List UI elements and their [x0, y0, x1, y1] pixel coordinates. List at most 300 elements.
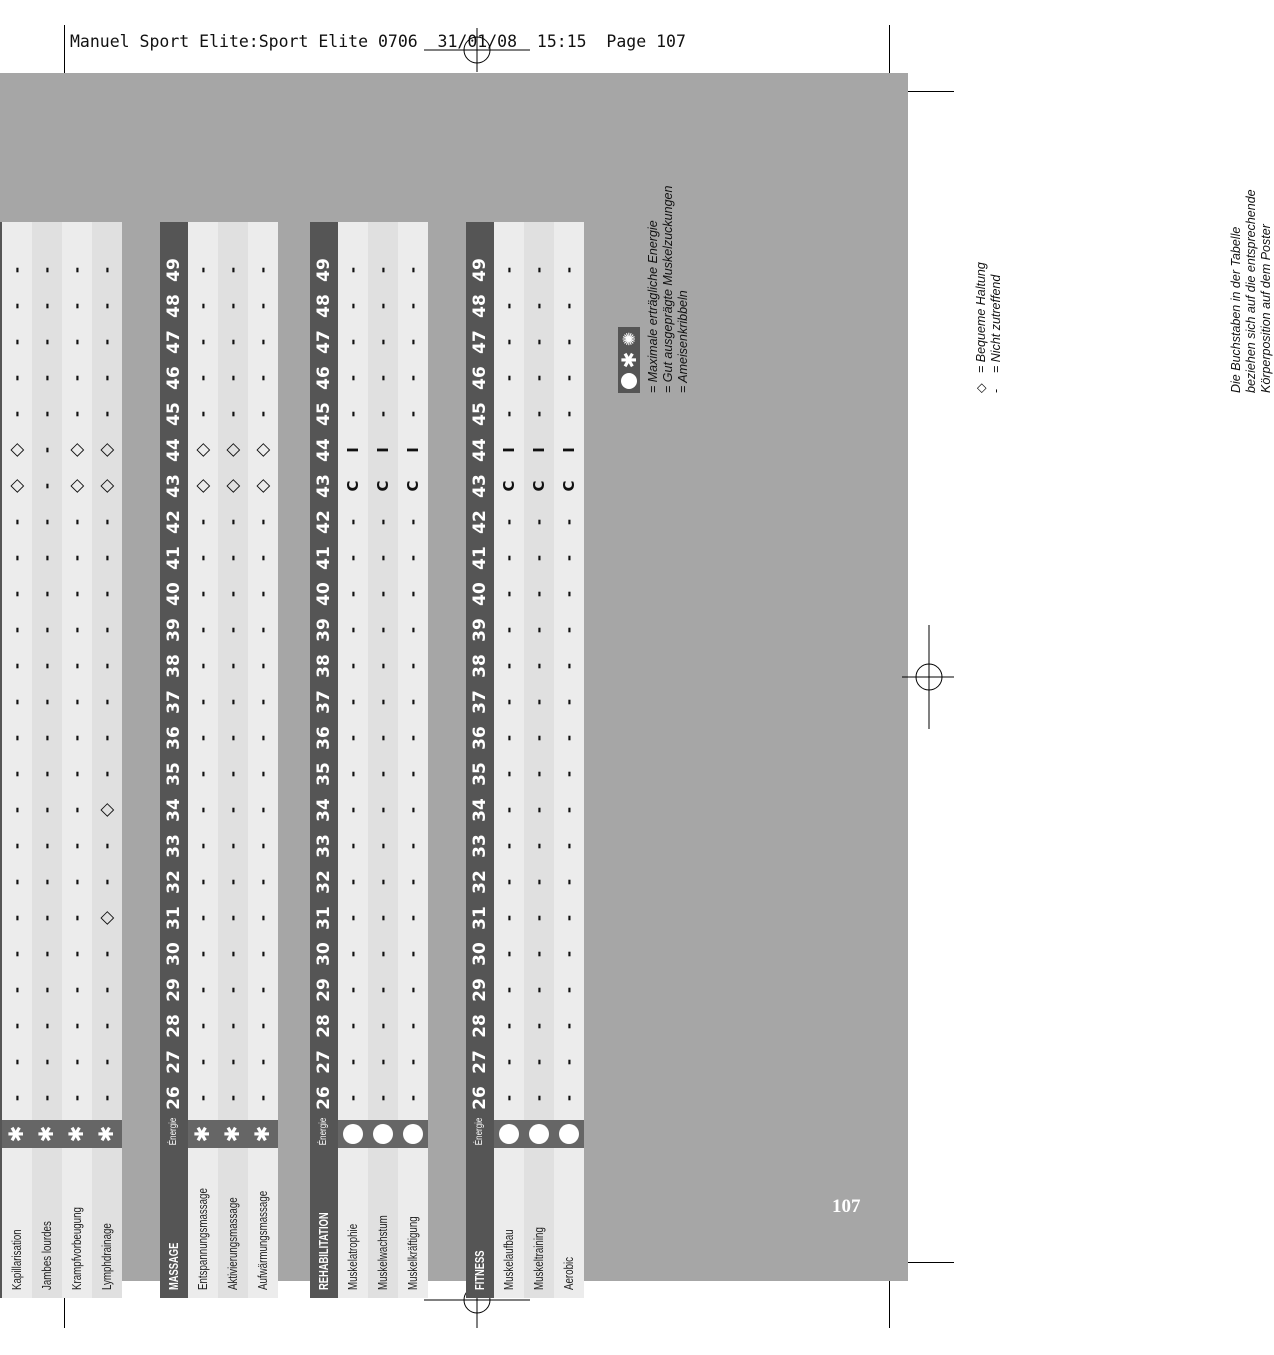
column-header: 44 [470, 438, 490, 462]
column-header: 27 [164, 1050, 184, 1074]
table-cell: - [560, 518, 578, 526]
table-cell: - [68, 518, 86, 526]
table-cell: - [68, 590, 86, 598]
table-cell: - [404, 914, 422, 922]
table-cell: - [530, 554, 548, 562]
energy-symbol-icons [618, 327, 640, 393]
column-header: 49 [164, 258, 184, 282]
table-cell: - [500, 986, 518, 994]
table-cell: - [8, 374, 26, 382]
table-cell: - [8, 1094, 26, 1102]
table-cell: - [194, 698, 212, 706]
row-label: Jambes lourdes [40, 1221, 54, 1290]
table-cell: C [374, 480, 392, 492]
table-cell: - [224, 410, 242, 418]
table-cell: - [560, 1094, 578, 1102]
energy-star-icon [32, 1120, 62, 1148]
column-header: 34 [470, 798, 490, 822]
table-cell: - [254, 698, 272, 706]
table-cell: - [38, 986, 56, 994]
table-cell: - [254, 1094, 272, 1102]
table-cell: - [98, 302, 116, 310]
table-cell: - [224, 662, 242, 670]
table-cell: - [68, 302, 86, 310]
table-cell: - [560, 662, 578, 670]
table-cell: ◇ [222, 443, 243, 457]
legend-energy [646, 93, 691, 393]
table-cell: - [500, 1094, 518, 1102]
row-label: Muskelatrophie [346, 1223, 360, 1290]
table-cell: - [500, 698, 518, 706]
table-row [248, 222, 278, 1298]
table-cell: - [38, 374, 56, 382]
column-header: 34 [314, 798, 334, 822]
column-header: 26 [314, 1086, 334, 1110]
table-cell: - [38, 842, 56, 850]
table-cell: - [8, 914, 26, 922]
table-cell: - [194, 1058, 212, 1066]
legend-line: Körperposition auf dem Poster [1259, 224, 1273, 393]
table-cell: - [194, 554, 212, 562]
table-cell: - [68, 410, 86, 418]
table-cell: - [98, 1022, 116, 1030]
table-cell: - [254, 1058, 272, 1066]
energy-dot-icon [554, 1120, 584, 1148]
column-header: 32 [164, 870, 184, 894]
table-cell: - [38, 878, 56, 886]
column-header: 29 [314, 978, 334, 1002]
table-cell: ◇ [222, 479, 243, 493]
table-cell: - [560, 950, 578, 958]
table-cell: - [404, 950, 422, 958]
column-header: 45 [314, 402, 334, 426]
column-header: 46 [164, 366, 184, 390]
table-cell: - [8, 734, 26, 742]
legend-line: beziehen sich auf die entsprechende [1244, 189, 1258, 393]
table-header [466, 222, 494, 1298]
column-header: 36 [314, 726, 334, 750]
table-cell: - [38, 806, 56, 814]
legend-letters [1229, 93, 1274, 393]
table-cell: - [344, 374, 362, 382]
registration-mark-top [424, 22, 530, 72]
print-header: Manuel Sport Elite:Sport Elite 0706 31/01/08 15:15 Page 107 [70, 32, 686, 51]
column-header: 48 [470, 294, 490, 318]
table-cell: - [344, 410, 362, 418]
table-cell: - [224, 734, 242, 742]
table-row [188, 222, 218, 1298]
table-cell: - [68, 914, 86, 922]
table-cell: ◇ [96, 803, 117, 817]
column-header: 28 [470, 1014, 490, 1038]
table-cell: - [254, 770, 272, 778]
table-cell: - [374, 554, 392, 562]
table-cell: - [560, 914, 578, 922]
table-cell: - [194, 302, 212, 310]
column-header: 39 [314, 618, 334, 642]
row-label: Aktivierungsmassage [226, 1197, 240, 1290]
table-cell: - [374, 302, 392, 310]
energy-symbols [618, 327, 640, 393]
table-cell: - [530, 950, 548, 958]
table-cell: - [98, 338, 116, 346]
table-cell: - [530, 734, 548, 742]
table-cell: - [530, 302, 548, 310]
table-cell: - [530, 374, 548, 382]
table-cell: - [224, 1058, 242, 1066]
registration-mark-right [902, 625, 954, 729]
table-cell: - [98, 554, 116, 562]
table-cell: - [500, 554, 518, 562]
table-cell: - [530, 410, 548, 418]
table-cell: - [374, 1022, 392, 1030]
table-cell: - [38, 626, 56, 634]
row-label: Lymphdrainage [100, 1223, 114, 1290]
column-header: 28 [164, 1014, 184, 1038]
column-header: 39 [470, 618, 490, 642]
table-cell: - [344, 518, 362, 526]
table-cell: - [194, 410, 212, 418]
table-cell: - [98, 986, 116, 994]
table-cell: - [530, 662, 548, 670]
table-cell: - [500, 806, 518, 814]
table-cell: - [194, 662, 212, 670]
table-cell: - [224, 770, 242, 778]
column-header: 34 [164, 798, 184, 822]
column-header: 29 [164, 978, 184, 1002]
table-cell: - [404, 338, 422, 346]
table-cell: - [530, 590, 548, 598]
table-cell: ◇ [96, 911, 117, 925]
table-cell: - [68, 554, 86, 562]
legend-line: Die Buchstaben in der Tabelle [1229, 226, 1243, 393]
table-cell: - [224, 950, 242, 958]
table-cell: - [404, 698, 422, 706]
table-cell: - [404, 518, 422, 526]
energy-dot-icon [368, 1120, 398, 1148]
table-cell: - [374, 518, 392, 526]
table-cell: - [254, 734, 272, 742]
table-cell: - [404, 806, 422, 814]
energy-star-icon [248, 1120, 278, 1148]
table-cell: - [8, 1058, 26, 1066]
column-header: 41 [314, 546, 334, 570]
table-cell: - [194, 1094, 212, 1102]
table-cell: - [194, 878, 212, 886]
energy-star-icon [218, 1120, 248, 1148]
table-cell: - [68, 986, 86, 994]
table-cell: - [8, 698, 26, 706]
table-cell: - [344, 302, 362, 310]
table-cell: - [224, 986, 242, 994]
table-cell: - [68, 626, 86, 634]
section-title: FITNESS [472, 1250, 487, 1290]
column-header: 33 [470, 834, 490, 858]
table-cell: - [374, 1058, 392, 1066]
column-header: 42 [314, 510, 334, 534]
column-header: 27 [314, 1050, 334, 1074]
table-cell: - [500, 374, 518, 382]
table-cell: - [224, 842, 242, 850]
table-cell: - [38, 1094, 56, 1102]
column-header: 38 [164, 654, 184, 678]
table-cell: - [194, 986, 212, 994]
table-cell: - [500, 266, 518, 274]
table-cell: - [254, 410, 272, 418]
table-cell: - [530, 1022, 548, 1030]
column-header: 32 [314, 870, 334, 894]
column-header: 30 [314, 942, 334, 966]
table-row [494, 222, 524, 1298]
table-cell: - [374, 662, 392, 670]
table-row [32, 222, 62, 1298]
table-cell: - [374, 950, 392, 958]
page-number: 107 [832, 1196, 861, 1217]
table-cell: - [374, 266, 392, 274]
table-row [524, 222, 554, 1298]
table-cell: - [98, 1094, 116, 1102]
table-cell: - [500, 590, 518, 598]
table-cell: - [8, 338, 26, 346]
energy-star-icon [62, 1120, 92, 1148]
table-cell: - [374, 986, 392, 994]
table-cell: - [254, 266, 272, 274]
column-header: 26 [470, 1086, 490, 1110]
energy-column-header: Énergie [318, 1117, 329, 1146]
table-cell: - [8, 266, 26, 274]
table-row [62, 222, 92, 1298]
table-cell: - [560, 770, 578, 778]
column-header: 33 [314, 834, 334, 858]
table-cell: - [224, 590, 242, 598]
table-cell: - [254, 590, 272, 598]
table-cell: ◇ [6, 443, 27, 457]
legend-line: = Gut ausgeprägte Muskelzuckungen [661, 185, 675, 393]
table-cell: - [254, 806, 272, 814]
table-cell: - [560, 338, 578, 346]
table-cell: C [344, 480, 362, 492]
table-cell: - [560, 878, 578, 886]
table-cell: - [344, 626, 362, 634]
energy-star-icon [188, 1120, 218, 1148]
energy-star-icon [92, 1120, 122, 1148]
column-header: 44 [314, 438, 334, 462]
table-cell: - [8, 770, 26, 778]
table-cell: - [68, 1094, 86, 1102]
table-cell: - [530, 986, 548, 994]
table-cell: - [254, 518, 272, 526]
table-cell: - [224, 878, 242, 886]
table-cell: - [224, 302, 242, 310]
table-cell: - [254, 1022, 272, 1030]
crop-mark [889, 1278, 890, 1328]
table-cell: - [530, 878, 548, 886]
table-cell: - [254, 986, 272, 994]
table-cell: ◇ [192, 479, 213, 493]
table-cell: I [530, 447, 548, 453]
svg-text:✱: ✱ [617, 351, 641, 369]
table-cell: ◇ [252, 479, 273, 493]
column-header: 33 [164, 834, 184, 858]
table-cell: - [224, 806, 242, 814]
table-cell: - [38, 590, 56, 598]
table-cell: - [560, 626, 578, 634]
table-cell: - [560, 302, 578, 310]
table-cell: - [404, 1094, 422, 1102]
table-cell: - [560, 1058, 578, 1066]
table-cell: - [38, 266, 56, 274]
energy-dot-icon [398, 1120, 428, 1148]
table-cell: - [500, 626, 518, 634]
table-cell: - [374, 806, 392, 814]
table-cell: - [404, 554, 422, 562]
table-cell: - [560, 590, 578, 598]
table-cell: - [344, 878, 362, 886]
table-cell: I [404, 447, 422, 453]
table-cell: - [68, 266, 86, 274]
diamond-icon: ◇ [974, 383, 988, 393]
table-cell: - [38, 950, 56, 958]
table-cell: - [38, 914, 56, 922]
table-cell: - [560, 1022, 578, 1030]
table-cell: - [344, 914, 362, 922]
table-cell: - [194, 770, 212, 778]
table-cell: - [38, 770, 56, 778]
table-cell: - [344, 338, 362, 346]
table-cell: - [224, 518, 242, 526]
table-cell: - [500, 878, 518, 886]
table-cell: - [38, 446, 56, 454]
table-cell: - [344, 806, 362, 814]
table-cell: - [194, 950, 212, 958]
legend-line: = Nicht zutreffend [989, 274, 1003, 373]
table-cell: - [500, 842, 518, 850]
table-cell: - [404, 626, 422, 634]
table-cell: ◇ [66, 443, 87, 457]
column-header: 27 [470, 1050, 490, 1074]
table-cell: - [98, 950, 116, 958]
column-header: 47 [470, 330, 490, 354]
energy-dot-icon [524, 1120, 554, 1148]
table-cell: - [194, 842, 212, 850]
column-header: 38 [470, 654, 490, 678]
row-label: Muskelwachstum [376, 1215, 390, 1290]
table-cell: - [98, 626, 116, 634]
column-header: 39 [164, 618, 184, 642]
table-cell: - [530, 1094, 548, 1102]
crop-mark [903, 1262, 954, 1263]
column-header: 42 [470, 510, 490, 534]
energy-column-header: Énergie [474, 1117, 485, 1146]
table-cell: - [530, 626, 548, 634]
table-cell: - [8, 554, 26, 562]
table-cell: C [404, 480, 422, 492]
column-header: 47 [164, 330, 184, 354]
column-header: 35 [470, 762, 490, 786]
table-cell: - [98, 842, 116, 850]
table-cell: - [38, 734, 56, 742]
table-cell: - [194, 374, 212, 382]
table-cell: - [68, 842, 86, 850]
column-header: 43 [314, 474, 334, 498]
table-cell: - [500, 770, 518, 778]
table-cell: - [68, 770, 86, 778]
table-cell: - [344, 590, 362, 598]
table-cell: - [530, 698, 548, 706]
table-cell: - [404, 842, 422, 850]
table-cell: - [8, 806, 26, 814]
table-cell: - [254, 554, 272, 562]
table-cell: - [98, 266, 116, 274]
table-cell: - [98, 410, 116, 418]
column-header: 47 [314, 330, 334, 354]
table-cell: - [404, 1058, 422, 1066]
table-cell: - [404, 770, 422, 778]
section-title: MASSAGE [166, 1242, 181, 1290]
table-cell: - [38, 410, 56, 418]
table-cell: - [374, 842, 392, 850]
energy-dot-icon [338, 1120, 368, 1148]
table-cell: - [224, 554, 242, 562]
table-cell: - [8, 410, 26, 418]
table-cell: - [68, 662, 86, 670]
section-title: REHABILITATION [316, 1212, 331, 1290]
row-label: Muskeltraining [532, 1227, 546, 1290]
table-cell: - [98, 1058, 116, 1066]
table-cell: - [8, 590, 26, 598]
table-cell: - [98, 374, 116, 382]
column-header: 43 [164, 474, 184, 498]
table-cell: - [374, 410, 392, 418]
table-row [368, 222, 398, 1298]
column-header: 37 [470, 690, 490, 714]
table-cell: - [374, 590, 392, 598]
table-cell: - [224, 914, 242, 922]
table-cell: - [98, 590, 116, 598]
table-cell: ◇ [96, 443, 117, 457]
table-cell: - [560, 734, 578, 742]
column-header: 45 [164, 402, 184, 426]
table-cell: - [194, 734, 212, 742]
table-cell: - [530, 338, 548, 346]
column-header: 30 [164, 942, 184, 966]
table-cell: - [194, 626, 212, 634]
table-cell: C [530, 480, 548, 492]
table-cell: - [68, 698, 86, 706]
table-cell: - [500, 302, 518, 310]
table-cell: - [344, 698, 362, 706]
table-cell: ◇ [252, 443, 273, 457]
table-cell: - [68, 1022, 86, 1030]
table-cell: ◇ [96, 479, 117, 493]
column-header: 40 [164, 582, 184, 606]
table-cell: - [404, 410, 422, 418]
table-cell: - [68, 338, 86, 346]
column-header: 40 [314, 582, 334, 606]
legend-symbols [974, 93, 1004, 393]
table-cell: - [344, 842, 362, 850]
table-cell: - [224, 1022, 242, 1030]
table-cell: C [560, 480, 578, 492]
table-cell: - [560, 806, 578, 814]
table-cell: - [560, 842, 578, 850]
table-cell: - [500, 518, 518, 526]
table-cell: - [404, 266, 422, 274]
table-cell: - [194, 806, 212, 814]
column-header: 40 [470, 582, 490, 606]
column-header: 36 [470, 726, 490, 750]
table-cell: - [38, 1058, 56, 1066]
